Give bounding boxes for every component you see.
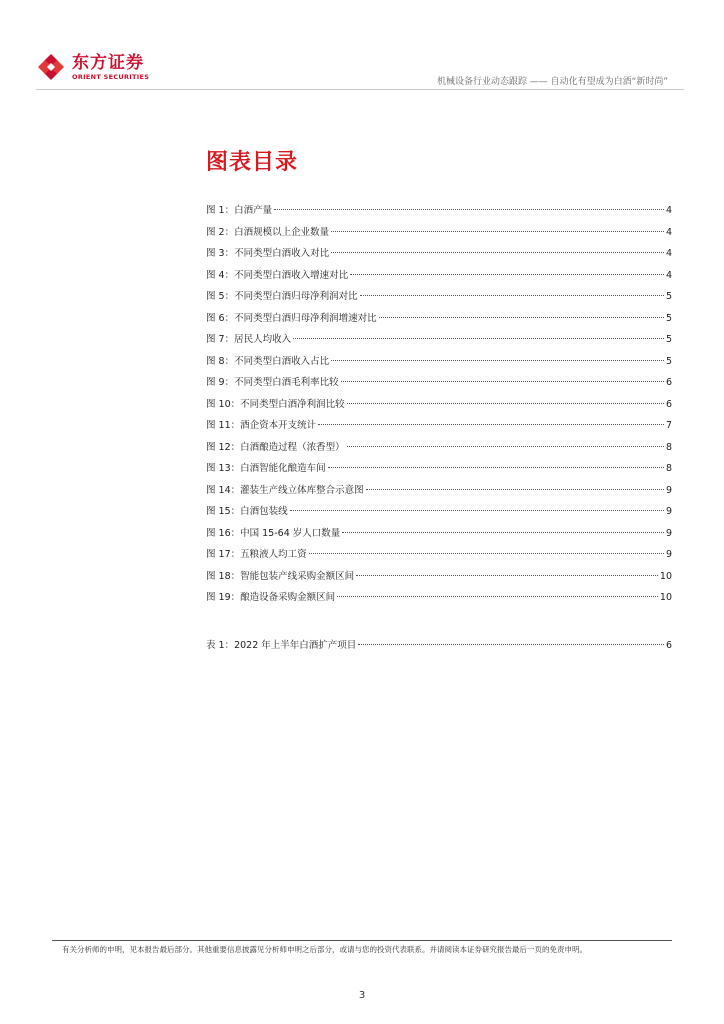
report-header-title: 机械设备行业动态跟踪 —— 自动化有望成为白酒“新时尚” [436, 77, 668, 87]
toc-leader-dots [337, 596, 658, 597]
toc-entry[interactable] [206, 439, 672, 461]
toc-leader-dots [331, 252, 664, 253]
toc-entry[interactable] [206, 568, 672, 590]
toc-entry[interactable] [206, 267, 672, 289]
toc-entry-label: 图 6：不同类型白酒归母净利润增速对比 [206, 312, 377, 324]
toc-entry-label: 图 5：不同类型白酒归母净利润对比 [206, 291, 358, 302]
toc-leader-dots [379, 317, 664, 318]
toc-entry-page: 9 [665, 549, 672, 560]
toc-leader-dots [360, 295, 664, 296]
toc-entry[interactable] [206, 353, 672, 375]
toc-entry-label: 图 15：白酒包装线 [206, 506, 288, 517]
toc-entry[interactable] [206, 331, 672, 353]
toc-entry-label: 图 8：不同类型白酒收入占比 [206, 355, 330, 367]
toc-entry[interactable] [206, 288, 672, 310]
toc-entry-label: 图 19：酿造设备采购金额区间 [206, 592, 336, 603]
toc-entry-page: 4 [665, 226, 672, 238]
toc-entry-page: 9 [665, 484, 672, 496]
toc-leader-dots [342, 532, 664, 533]
toc-leader-dots [293, 338, 664, 339]
toc-entry-page: 10 [659, 592, 672, 603]
toc-entry-page: 5 [665, 334, 672, 345]
toc-entry-page: 5 [665, 312, 672, 324]
toc-leader-dots [341, 381, 664, 382]
toc-entry[interactable] [206, 482, 672, 504]
toc-leader-dots [356, 575, 658, 576]
toc-entry-page: 6 [665, 640, 672, 651]
toc-leader-dots [350, 274, 664, 275]
toc-leader-dots [274, 209, 664, 210]
orient-securities-logo-icon [36, 52, 66, 82]
toc-entry[interactable] [206, 396, 672, 418]
toc-entry[interactable] [206, 417, 672, 439]
toc-entry[interactable] [206, 525, 672, 547]
toc-entry-label: 图 9：不同类型白酒毛利率比较 [206, 377, 339, 388]
toc-entry-label: 图 3：不同类型白酒收入对比 [206, 248, 330, 259]
toc-entry-page: 8 [665, 441, 672, 453]
toc-entry-page: 7 [665, 420, 672, 431]
toc-entry-page: 6 [665, 398, 672, 410]
toc-entry-page: 4 [665, 248, 672, 259]
toc-leader-dots [318, 424, 664, 425]
toc-entry[interactable] [206, 224, 672, 246]
figure-list [206, 202, 672, 611]
footer-divider [52, 940, 672, 941]
toc-entry-page: 5 [665, 291, 672, 302]
toc-leader-dots [347, 446, 664, 447]
toc-entry-label: 图 17：五粮液人均工资 [206, 549, 307, 560]
toc-entry-page: 10 [659, 570, 672, 582]
toc-entry[interactable] [206, 202, 672, 224]
toc-entry-label: 图 12：白酒酿造过程（浓香型） [206, 441, 345, 453]
toc-entry-page: 5 [665, 355, 672, 367]
toc-entry[interactable] [206, 589, 672, 611]
toc-entry[interactable] [206, 310, 672, 332]
toc-entry[interactable] [206, 546, 672, 568]
toc-entry-page: 8 [665, 463, 672, 474]
toc-entry-label: 图 11：酒企资本开支统计 [206, 420, 317, 431]
header-divider [36, 89, 684, 90]
toc-entry-label: 图 7：居民人均收入 [206, 334, 292, 345]
toc-leader-dots [290, 510, 664, 511]
logo-english-name: ORIENT SECURITIES [72, 72, 150, 81]
toc-leader-dots [358, 644, 664, 645]
toc-entry[interactable] [206, 503, 672, 525]
toc-title: 图表目录 [206, 150, 299, 175]
toc-entry-label: 图 18：智能包装产线采购金额区间 [206, 570, 355, 582]
page-number: 3 [358, 990, 366, 1001]
toc-entry-label: 图 13：白酒智能化酿造车间 [206, 463, 326, 474]
toc-leader-dots [366, 489, 664, 490]
toc-leader-dots [309, 553, 664, 554]
toc-entry-label: 图 4：不同类型白酒收入增速对比 [206, 269, 349, 281]
toc-leader-dots [331, 231, 664, 232]
toc-entry-page: 9 [665, 506, 672, 517]
toc-entry-page: 6 [665, 377, 672, 388]
toc-entry[interactable] [206, 460, 672, 482]
toc-entry-label: 图 16：中国 15-64 岁人口数量 [206, 527, 341, 539]
toc-entry[interactable] [206, 245, 672, 267]
table-list [206, 637, 672, 659]
company-logo [36, 52, 149, 82]
toc-entry-page: 4 [665, 269, 672, 281]
toc-entry-label: 图 1：白酒产量 [206, 205, 273, 216]
toc-entry-label: 图 10：不同类型白酒净利润比较 [206, 398, 345, 410]
footer-disclaimer: 有关分析师的申明，见本报告最后部分。其他重要信息披露见分析师申明之后部分，或请与您的投资代表联系。并请阅读本证券研究报告最后一页的免责申明。 [62, 945, 587, 954]
toc-entry-page: 4 [665, 205, 672, 216]
toc-entry-label: 图 14：灌装生产线立体库整合示意图 [206, 484, 364, 496]
toc-leader-dots [347, 403, 664, 404]
toc-leader-dots [328, 467, 664, 468]
toc-entry-label: 表 1：2022 年上半年白酒扩产项目 [206, 640, 357, 651]
toc-entry[interactable] [206, 637, 672, 659]
toc-entry-page: 9 [665, 527, 672, 539]
toc-entry-label: 图 2：白酒规模以上企业数量 [206, 226, 330, 238]
toc-leader-dots [331, 360, 664, 361]
logo-chinese-name: 东方证券 [72, 52, 144, 73]
toc-entry[interactable] [206, 374, 672, 396]
